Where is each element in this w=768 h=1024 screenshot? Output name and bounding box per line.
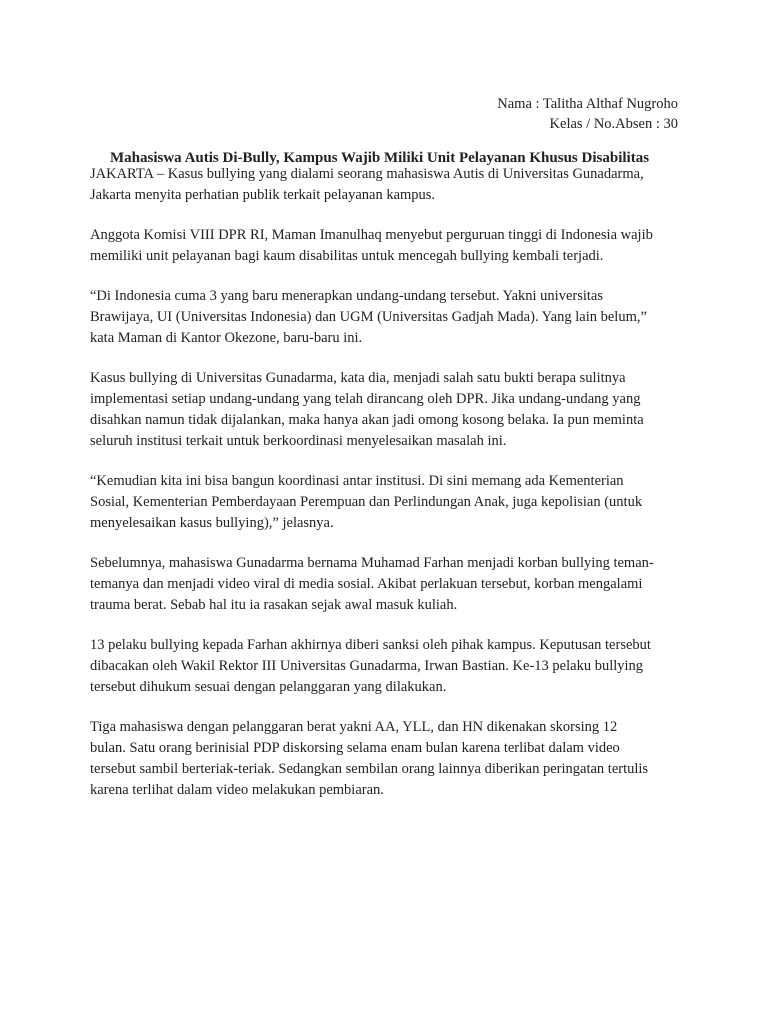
paragraph-line: “Kemudian kita ini bisa bangun koordinasi antar institusi. Di sini memang ada Kementerian (90, 473, 624, 489)
paragraph-line: dibacakan oleh Wakil Rektor III Universitas Gunadarma, Irwan Bastian. Ke-13 pelaku bullying (90, 658, 644, 674)
paragraph-line: tersebut sambil berteriak-teriak. Sedangkan sembilan orang lainnya diberikan peringatan tertulis (90, 761, 649, 777)
paragraph-line: memiliki unit pelayanan bagi kaum disabilitas untuk mencegah bullying kembali terjadi. (90, 248, 604, 264)
article-paragraph (90, 471, 680, 534)
paragraph-line: “Di Indonesia cuma 3 yang baru menerapkan undang-undang tersebut. Yakni universitas (90, 288, 604, 304)
paragraph-line: tersebut dihukum sesuai dengan pelanggaran yang dilakukan. (90, 679, 447, 695)
article-paragraph (90, 225, 680, 267)
paragraph-line: seluruh institusi terkait untuk berkoordinasi menyelesaikan masalah ini. (90, 433, 507, 449)
article-paragraph (90, 286, 680, 349)
paragraph-line: kata Maman di Kantor Okezone, baru-baru ini. (90, 330, 363, 346)
paragraph-line: 13 pelaku bullying kepada Farhan akhirnya diberi sanksi oleh pihak kampus. Keputusan tersebut (90, 637, 651, 653)
paragraph-line: Kasus bullying di Universitas Gunadarma, kata dia, menjadi salah satu bukti berapa sulitnya (90, 370, 626, 386)
paragraph-line: temanya dan menjadi video viral di media sosial. Akibat perlakuan tersebut, korban mengalami (90, 576, 643, 592)
paragraph-line: bulan. Satu orang berinisial PDP diskorsing selama enam bulan karena terlibat dalam video (90, 740, 620, 756)
article-body (90, 164, 680, 801)
paragraph-line: Brawijaya, UI (Universitas Indonesia) dan UGM (Universitas Gadjah Mada). Yang lain belum,” (90, 309, 647, 325)
article-paragraph (90, 635, 680, 698)
article-title: Mahasiswa Autis Di-Bully, Kampus Wajib Miliki Unit Pelayanan Khusus Disabilitas (110, 150, 650, 166)
paragraph-line: Sosial, Kementerian Pemberdayaan Perempuan dan Perlindungan Anak, juga kepolisian (untuk (90, 494, 643, 510)
student-info-header (360, 94, 678, 134)
paragraph-line: JAKARTA – Kasus bullying yang dialami seorang mahasiswa Autis di Universitas Gunadarma, (90, 166, 644, 182)
article-paragraph (90, 553, 680, 616)
paragraph-line: menyelesaikan kasus bullying),” jelasnya. (90, 515, 334, 531)
paragraph-line: karena terlihat dalam video melakukan pembiaran. (90, 782, 384, 798)
paragraph-line: Jakarta menyita perhatian publik terkait pelayanan kampus. (90, 187, 436, 203)
article-paragraph (90, 164, 680, 206)
student-class-number: Kelas / No.Absen : 30 (549, 116, 678, 132)
article-paragraph (90, 717, 680, 801)
paragraph-line: trauma berat. Sebab hal itu ia rasakan sejak awal masuk kuliah. (90, 597, 458, 613)
paragraph-line: implementasi setiap undang-undang yang telah dirancang oleh DPR. Jika undang-undang yang (90, 391, 641, 407)
student-name: Nama : Talitha Althaf Nugroho (497, 96, 678, 112)
paragraph-line: disahkan namun tidak dijalankan, maka hanya akan jadi omong kosong belaka. Ia pun meminta (90, 412, 644, 428)
article-paragraph (90, 368, 680, 452)
paragraph-line: Anggota Komisi VIII DPR RI, Maman Imanulhaq menyebut perguruan tinggi di Indonesia wajib (90, 227, 653, 243)
paragraph-line: Sebelumnya, mahasiswa Gunadarma bernama Muhamad Farhan menjadi korban bullying teman- (90, 555, 654, 571)
paragraph-line: Tiga mahasiswa dengan pelanggaran berat yakni AA, YLL, dan HN dikenakan skorsing 12 (90, 719, 618, 735)
